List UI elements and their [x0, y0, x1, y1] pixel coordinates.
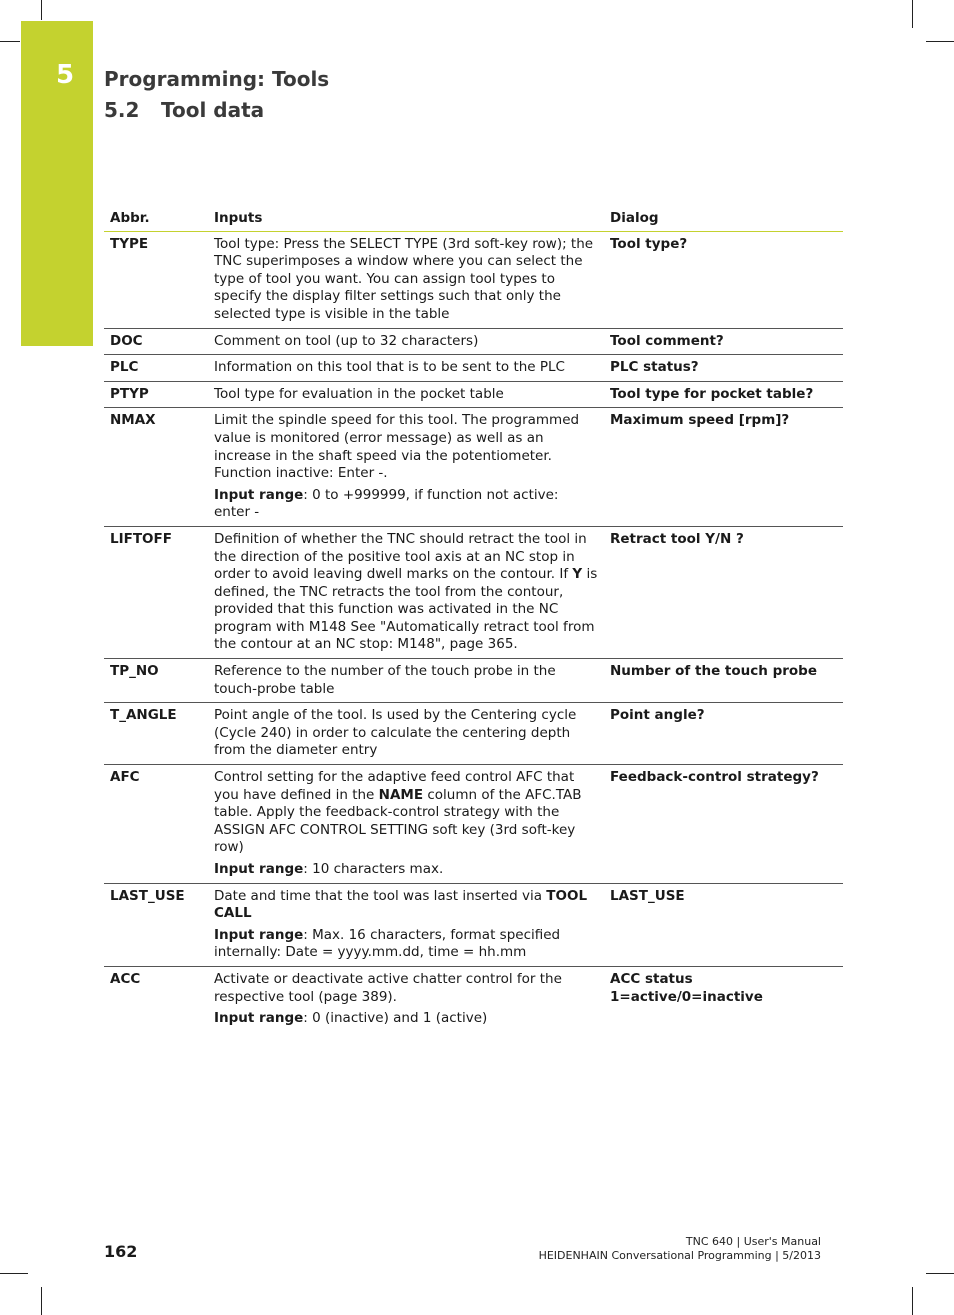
table-row	[104, 703, 843, 765]
abbr-cell: TYPE	[104, 231, 208, 328]
crop-mark	[41, 0, 42, 20]
abbr-cell: T_ANGLE	[104, 703, 208, 765]
inputs-text	[214, 888, 598, 923]
table-row	[104, 765, 843, 884]
column-header-abbr: Abbr.	[104, 206, 208, 231]
dialog-cell: Maximum speed [rpm]?	[604, 408, 843, 527]
inputs-cell	[208, 966, 604, 1031]
footer-line-2: HEIDENHAIN Conversational Programming | 5/2013	[538, 1249, 821, 1262]
abbr-cell: TP_NO	[104, 659, 208, 703]
inputs-cell	[208, 408, 604, 527]
inputs-cell	[208, 765, 604, 884]
inputs-text-bold: NAME	[378, 786, 424, 803]
column-header-inputs: Inputs	[208, 206, 604, 231]
chapter-number: 5	[56, 60, 75, 90]
dialog-cell: ACC status 1=active/0=inactive	[610, 970, 763, 1005]
section-number: 5.2	[104, 98, 140, 122]
inputs-text-bold: Y	[572, 566, 583, 583]
input-range-label: Input range	[214, 861, 304, 877]
dialog-cell: Feedback-control strategy?	[604, 765, 843, 884]
dialog-cell: Tool comment?	[604, 328, 843, 355]
inputs-text: Reference to the number of the touch probe in the touch-probe table	[214, 663, 556, 697]
table-row	[104, 883, 843, 966]
footer-text	[539, 1235, 821, 1263]
abbr-cell: AFC	[104, 765, 208, 884]
input-range-label: Input range	[214, 926, 304, 943]
table-row	[104, 659, 843, 703]
input-range	[214, 487, 598, 522]
inputs-text	[214, 531, 598, 654]
abbr-cell: LIFTOFF	[104, 526, 208, 658]
table-row	[104, 328, 843, 355]
inputs-text: Tool type: Press the SELECT TYPE (3rd soft-key row); the TNC superimposes a window where you can select the type of tool you want. You can assign tool types to specify the display filter settings such that only the selected type is visible in the table	[214, 235, 594, 322]
crop-mark	[0, 1273, 28, 1274]
crop-mark	[926, 1273, 954, 1274]
abbr-cell: NMAX	[104, 408, 208, 527]
dialog-cell: Tool type?	[604, 231, 843, 328]
table-row	[104, 408, 843, 527]
table-row	[104, 231, 843, 328]
inputs-cell	[208, 355, 604, 382]
inputs-text: Limit the spindle speed for this tool. The programmed value is monitored (error message) as well as an increase in the shaft speed via the potentiometer. Function inactive: Enter -.	[214, 412, 580, 482]
crop-mark	[912, 0, 913, 28]
input-range-text: : 0 (inactive) and 1 (active)	[303, 1010, 488, 1027]
crop-mark	[912, 1287, 913, 1315]
inputs-text-post: column of the AFC.TAB table. Apply the feedback-control strategy with the ASSIGN AFC CONTROL SETTING soft key (3rd soft-key row)	[214, 786, 582, 856]
inputs-text	[214, 769, 598, 857]
table-row	[104, 966, 843, 1031]
inputs-text: Information on this tool that is to be sent to the PLC	[214, 359, 565, 376]
input-range-label: Input range	[214, 486, 304, 503]
dialog-cell: Point angle?	[604, 703, 843, 765]
inputs-cell	[208, 703, 604, 765]
inputs-cell	[208, 526, 604, 658]
dialog-cell: Tool type for pocket table?	[604, 381, 843, 408]
inputs-text: Activate or deactivate active chatter control for the respective tool (page 389).	[214, 970, 562, 1005]
footer-line-1: TNC 640 | User's Manual	[685, 1235, 821, 1248]
dialog-cell: Number of the touch probe	[604, 659, 843, 703]
input-range-label: Input range	[214, 1010, 304, 1027]
crop-mark	[926, 41, 954, 42]
crop-mark	[41, 1287, 42, 1315]
inputs-text: Tool type for evaluation in the pocket table	[214, 385, 504, 402]
inputs-cell	[208, 883, 604, 966]
abbr-cell: PTYP	[104, 381, 208, 408]
abbr-cell: PLC	[104, 355, 208, 382]
input-range-text: : 0 to +999999, if function not active: enter -	[214, 486, 559, 521]
inputs-text-post: is defined, the TNC retracts the tool from the contour, provided that this function was activated in the NC program with M148 See "Automatically retract tool from the contour at an NC stop: M148", page 365.	[214, 566, 598, 653]
inputs-cell	[208, 381, 604, 408]
crop-mark	[0, 41, 20, 42]
inputs-cell	[208, 659, 604, 703]
abbr-cell: LAST_USE	[104, 883, 208, 966]
inputs-text-pre: Date and time that the tool was last inserted via	[214, 887, 547, 904]
chapter-title: Programming: Tools	[104, 67, 330, 91]
inputs-text-pre: Control setting for the adaptive feed control AFC that you have defined in the	[214, 769, 575, 803]
section-title: Tool data	[161, 98, 265, 122]
abbr-cell: ACC	[110, 970, 141, 987]
input-range	[214, 1010, 598, 1028]
inputs-text-bold: TOOL CALL	[214, 887, 588, 922]
input-range	[214, 861, 598, 879]
inputs-text-pre: Definition of whether the TNC should retract the tool in the direction of the positive tool axis at an NC stop in order to avoid leaving dwell marks on the contour. If	[214, 530, 587, 583]
dialog-cell: PLC status?	[604, 355, 843, 382]
table-row	[104, 381, 843, 408]
input-range-text: : 10 characters max.	[303, 861, 444, 877]
abbr-cell: DOC	[104, 328, 208, 355]
column-header-dialog: Dialog	[604, 206, 843, 231]
inputs-cell	[208, 231, 604, 328]
table-header-row	[104, 206, 843, 231]
tool-data-table	[104, 206, 843, 1032]
table-row	[104, 526, 843, 658]
dialog-cell: Retract tool Y/N ?	[604, 526, 843, 658]
input-range-text: : Max. 16 characters, format specified internally: Date = yyyy.mm.dd, time = hh.mm	[214, 926, 561, 961]
inputs-text: Point angle of the tool. Is used by the Centering cycle (Cycle 240) in order to calculate the centering depth from the diameter entry	[214, 707, 577, 759]
table-row	[104, 355, 843, 382]
dialog-cell: LAST_USE	[604, 883, 843, 966]
inputs-cell	[208, 328, 604, 355]
page-number: 162	[104, 1242, 138, 1261]
inputs-text: Comment on tool (up to 32 characters)	[214, 332, 479, 349]
input-range	[214, 927, 598, 962]
